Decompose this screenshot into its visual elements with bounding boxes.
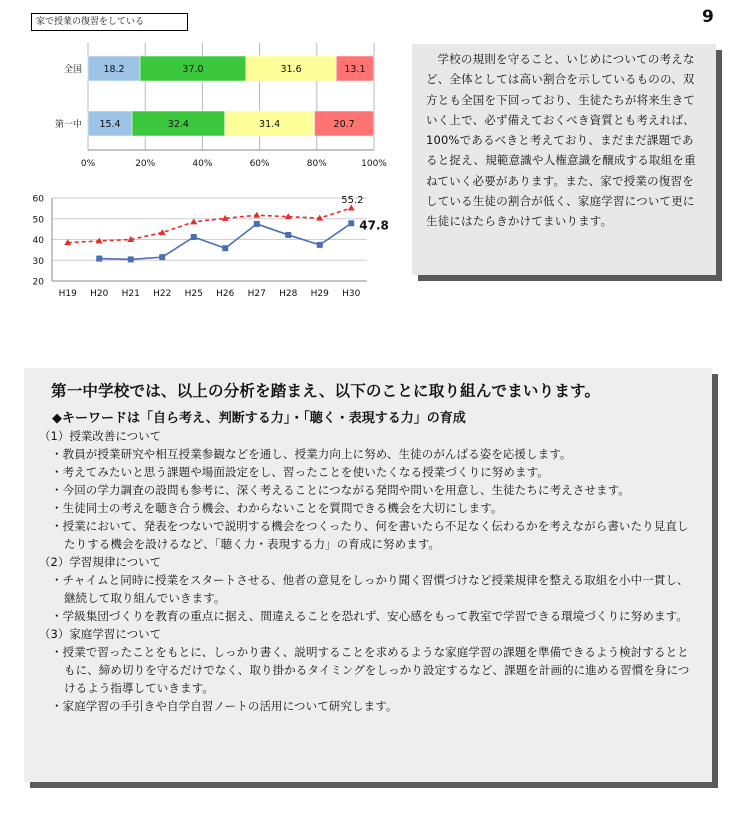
y-tick-label: 20 (32, 277, 44, 288)
x-tick-label: 80% (306, 159, 327, 169)
bar-value-label: 31.4 (259, 119, 281, 130)
series-line (99, 223, 351, 259)
list-item: ・考えてみたいと思う課題や場面設定をし、習ったことを使いたくなる授業づくりに努めます。 (51, 465, 549, 479)
list-item: ・生徒同士の考えを聴き合う機会、わからないことを質問できる機会を大切にします。 (51, 501, 503, 515)
list-item: ・授業において、発表をつないで説明する機会をつくったり、何を書いたら不足なく伝わるかを考えながら書いたり見直したりする機会を設けるなど、「聴く力・表現する力」の育成に努めます。 (51, 519, 689, 551)
data-point (317, 242, 323, 248)
bar-value-label: 15.4 (99, 119, 121, 130)
x-tick-label: 40% (192, 159, 213, 169)
x-tick-label: 0% (80, 159, 96, 169)
x-tick-label: 60% (249, 159, 270, 169)
bar-value-label: 13.1 (344, 64, 366, 75)
list-item: ・教員が授業研究や相互授業参観などを通し、授業力向上に努め、生徒のがんばる姿を応援します。 (51, 447, 572, 461)
data-point (348, 220, 354, 226)
y-tick-label: 40 (32, 236, 44, 246)
x-tick-label: H21 (121, 289, 140, 299)
y-tick-label: 60 (32, 194, 44, 205)
x-tick-label: H26 (216, 289, 235, 299)
plan-keyword: ◆キーワードは「自ら考え、判断する力」・「聴く・表現する力」の育成 (52, 411, 466, 426)
x-tick-label: 100% (361, 159, 387, 169)
section-title: （1）授業改善について (39, 429, 162, 443)
x-tick-label: H22 (153, 289, 172, 299)
bar-chart-title: 家で授業の復習をしている (31, 13, 188, 31)
page-number: 9 (702, 7, 714, 27)
section-title: （2）学習規律について (39, 555, 162, 569)
x-tick-label: H28 (279, 289, 298, 299)
category-label: 第一中 (54, 120, 82, 130)
stacked-bar-chart (40, 38, 390, 173)
bar-value-label: 37.0 (182, 64, 204, 75)
series-line (68, 208, 352, 243)
list-item: ・授業で習ったことをもとに、しっかり書く、説明することを求めるような家庭学習の課題を準備できるよう検討するとともに、締め切りを守るだけでなく、取り掛かるタイミングをしっかり設定するなど、課題を計画的に進める習慣を身につけるよう指導していきます。 (51, 645, 690, 695)
data-point (128, 256, 134, 262)
data-point (191, 234, 197, 240)
data-point (254, 221, 260, 227)
x-tick-label: H20 (90, 289, 109, 299)
data-point (159, 229, 166, 235)
bar-value-label: 18.2 (103, 64, 125, 75)
section-title: （3）家庭学習について (39, 627, 162, 641)
bar-value-label: 20.7 (333, 119, 355, 130)
data-point (159, 254, 165, 260)
bar-value-label: 32.4 (167, 119, 189, 130)
y-tick-label: 50 (32, 215, 44, 226)
x-tick-label: 20% (135, 159, 156, 169)
x-tick-label: H30 (342, 289, 361, 299)
line-chart (22, 188, 389, 303)
end-value-label: 47.8 (359, 218, 389, 233)
list-item: ・学級集団づくりを教育の重点に据え、間違えることを恐れず、安心感をもって教室で学習できる環境づくりに努めます。 (51, 609, 688, 623)
plan-panel (24, 368, 712, 782)
list-item: ・家庭学習の手引きや自学自習ノートの活用について研究します。 (51, 699, 398, 713)
x-tick-label: H25 (184, 289, 203, 299)
x-tick-label: H29 (310, 289, 329, 299)
list-item: ・今回の学力調査の設問も参考に、深く考えることにつながる発問や問いを用意し、生徒たちに考えさせます。 (51, 483, 630, 497)
plan-heading: 第一中学校では、以上の分析を踏まえ、以下のことに取り組んでまいります。 (51, 382, 601, 400)
data-point (285, 232, 291, 238)
y-tick-label: 30 (32, 256, 44, 267)
comment-text: 学校の規則を守ること、いじめについての考えなど、全体としては高い割合を示しているものの、双方とも全国を下回っており、生徒たちが将来生きていく上で、必ず備えておくべき資質とも考えれば、100%であるべきと考えており、まだまだ課題であると捉え、規範意識や人権意識を醸成する取組を重ねていく必要があります。また、家で授業の復習をしている生徒の割合が低く、家庭学習について更に生徒にはたらきかけてまいります。 (426, 52, 696, 229)
x-tick-label: H19 (58, 289, 77, 299)
data-point (222, 245, 228, 251)
list-item: ・チャイムと同時に授業をスタートさせる、他者の意見をしっかり聞く習慣づけなど授業規律を整える取組を小中一貫し、継続して取り組んでいきます。 (51, 573, 689, 605)
bar-value-label: 31.6 (280, 64, 302, 75)
comment-box (412, 44, 716, 275)
end-value-label: 55.2 (341, 194, 364, 206)
data-point (190, 218, 197, 224)
category-label: 全国 (63, 65, 82, 75)
data-point (96, 256, 102, 262)
x-tick-label: H27 (247, 289, 266, 299)
